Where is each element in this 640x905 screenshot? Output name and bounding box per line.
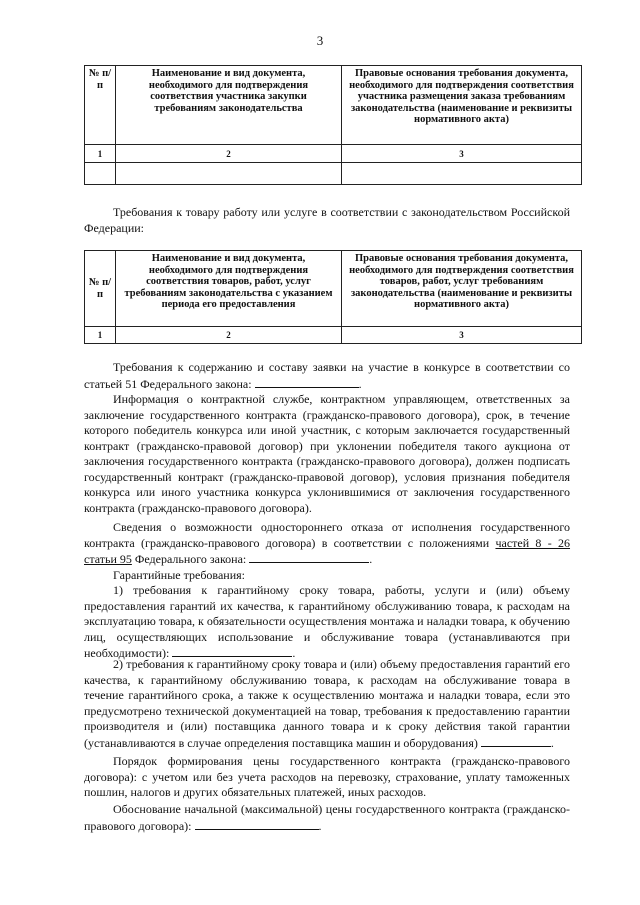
paragraph-text: Сведения о возможности одностороннего отказа от исполнения государственного контракта (гражданско-правового договора) в соответствии с положениями: [84, 520, 570, 550]
table1-colnum-3: 3: [342, 145, 582, 163]
paragraph-text: 2) требования к гарантийному сроку товара и (или) объему предоставления гарантий его качества, к гарантийному обслуживанию товара, к расходам на обслуживание товара в течение гарантийного срока, а также к осуществлению монтажа и наладки товара, если это предусмотрено технической документацией на товар, требования к предоставлению гарантии производителя и (или) поставщика данного товара и к сроку действия такой гарантии (устанавливаются в случае определения поставщика машин и оборудования): [84, 657, 570, 750]
table1-header-basis: Правовые основания требования документа, необходимого для подтверждения соответствия участника размещения заказа требованиям законодательства (наименование и реквизиты нормативного акта): [342, 66, 582, 145]
paragraph-text: Требования к содержанию и составу заявки на участие в конкурсе в соответствии со статьей 51 Федерального закона:: [84, 360, 570, 391]
fill-in-blank: [195, 818, 319, 830]
application-content-paragraph: Требования к содержанию и составу заявки на участие в конкурсе в соответствии со статьей 51 Федерального закона: .: [84, 360, 570, 391]
table2-header-num: № п/п: [85, 251, 116, 327]
paragraph-text: Обоснование начальной (максимальной) цены государственного контракта (гражданско-правового договора):: [84, 802, 570, 833]
participant-requirements-table: [84, 65, 582, 185]
table1-empty-cell: [116, 163, 342, 185]
table2-colnum-1: 1: [85, 327, 116, 344]
price-formation-paragraph: Порядок формирования цены государственного контракта (гражданско-правового договора): с учетом или без учета расходов на перевозку, страхование, уплату таможенных пошлин, налогов и других обязательных платежей, иных расходов.: [84, 754, 570, 799]
contract-service-paragraph: Информация о контрактной службе, контрактном управляющем, ответственных за заключение государственного контракта (гражданско-правового договора), срок, в течение которого победитель конкурса или иной участник, с которым заключается государственный контракт (гражданско-правовой договор) при уклонении победителя такого аукциона от заключения государственного контракта (гражданско-правового договора), должен подписать государственный контракт (гражданско-правовой договор), условия признания победителя конкурса или иного участника конкурса уклонившимися от заключения государственного контракта (гражданско-правового договора).: [84, 392, 570, 515]
paragraph-text: Федерального закона:: [134, 552, 247, 566]
fill-in-blank: [249, 551, 369, 563]
table2-colnum-3: 3: [342, 327, 582, 344]
fill-in-blank: [481, 735, 551, 747]
table2-header-name: Наименование и вид документа, необходимого для подтверждения соответствия товаров, работ, услуг требованиям законодательства с указанием периода его предоставления: [116, 251, 342, 327]
warranty-requirement-1: 1) требования к гарантийному сроку товара, работы, услуги и (или) объему предоставления гарантий их качества, к гарантийному обслуживанию товара, к расходам на эксплуатацию товара, к обязательности осуществления монтажа и наладки товара, к обучению лиц, осуществляющих использование и обслуживание товара (устанавливаются при необходимости): .: [84, 583, 570, 660]
page-number: 3: [316, 33, 324, 48]
table1-colnum-1: 1: [85, 145, 116, 163]
fill-in-blank: [255, 376, 359, 388]
goods-requirements-table: [84, 250, 582, 344]
table1-header-name: Наименование и вид документа, необходимого для подтверждения соответствия участника закупки требованиям законодательства: [116, 66, 342, 145]
table2-colnum-2: 2: [116, 327, 342, 344]
unilateral-refusal-paragraph: Сведения о возможности одностороннего отказа от исполнения государственного контракта (гражданско-правового договора) в соответствии с положениями частей 8 - 26 статьи 95 Федерального закона: .: [84, 520, 571, 566]
table1-colnum-2: 2: [116, 145, 342, 163]
goods-requirements-intro: Требования к товару работу или услуге в соответствии с законодательством Российской Федерации:: [84, 205, 570, 235]
table1-header-num: № п/п: [85, 66, 116, 145]
table1-empty-cell: [85, 163, 116, 185]
paragraph-text: 1) требования к гарантийному сроку товара, работы, услуги и (или) объему предоставления гарантий их качества, к гарантийному обслуживанию товара, к расходам на эксплуатацию товара, к обязательности осуществления монтажа и наладки товара, к обучению лиц, осуществляющих использование и обслуживание товара (устанавливаются при необходимости):: [84, 583, 570, 660]
warranty-heading: Гарантийные требования:: [113, 568, 245, 582]
price-justification-paragraph: Обоснование начальной (максимальной) цены государственного контракта (гражданско-правового договора): .: [84, 802, 570, 833]
table2-header-basis: Правовые основания требования документа, необходимого для подтверждения соответствия товаров, работ, услуг требованиям законодательства (наименование и реквизиты нормативного акта): [342, 251, 582, 327]
table1-empty-cell: [342, 163, 582, 185]
fill-in-blank: [172, 645, 292, 657]
warranty-requirement-2: 2) требования к гарантийному сроку товара и (или) объему предоставления гарантий его качества, к гарантийному обслуживанию товара, к расходам на обслуживание товара в течение гарантийного срока, а также к осуществлению монтажа и наладки товара, если это предусмотрено технической документацией на товар, требования к предоставлению гарантии производителя и (или) поставщика данного товара и к сроку действия такой гарантии (устанавливаются в случае определения поставщика машин и оборудования) .: [84, 657, 570, 750]
law-article-link[interactable]: частей 8 - 26 статьи 95: [84, 535, 571, 566]
